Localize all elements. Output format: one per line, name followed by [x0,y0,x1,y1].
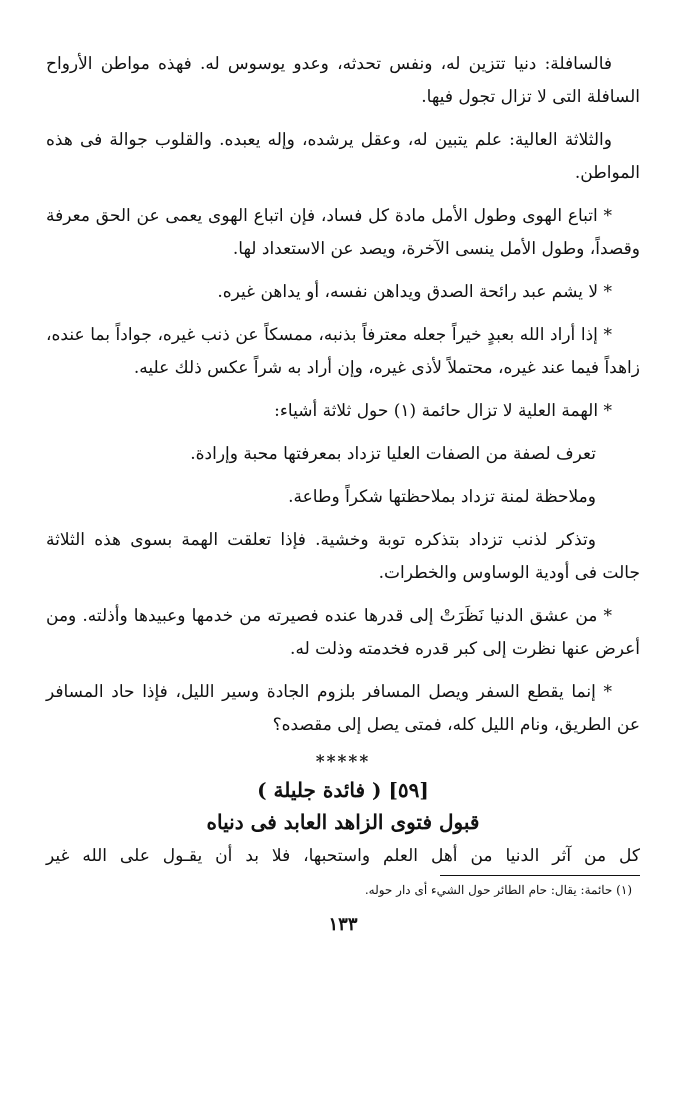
paragraph-upper-three: والثلاثة العالية: علم يتبين له، وعقل يرشده، وإله يعبده. والقلوب جوالة فى هذه المواطن. [46,130,640,183]
section-title-heading: قبول فتوى الزاهد العابد فى دنياه [206,810,480,834]
book-page [46,48,640,935]
paragraph-god-wills-good: * إذا أراد الله بعبدٍ خيراً جعله معترفاً بذنبه، ممسكاً عن ذنب غيره، جواداً بما عنده، زاهداً فيما عند غيره، محتملاً لأذى غيره، وإن أراد به شراً عكس ذلك عليه. [46,325,640,378]
section-number-heading: [٥٩] ( فائدة جليلة ) [257,778,429,802]
paragraph-knowing-attribute: تعرف لصفة من الصفات العليا تزداد بمعرفتها محبة وإرادة. [190,444,596,464]
paragraph-remembering-sin: وتذكر لذنب تزداد بتذكره توبة وخشية. فإذا تعلقت الهمة بسوى هذه الثلاثة جالت فى أودية الوساوس والخطرات. [46,530,640,583]
paragraph-high-aspiration: * الهمة العلية لا تزال حائمة (١) حول ثلاثة أشياء: [274,401,612,421]
paragraph-traveler: * إنما يقطع السفر ويصل المسافر بلزوم الجادة وسير الليل، فإذا حاد المسافر عن الطريق، ونام الليل كله، فمتى يصل إلى مقصده؟ [46,682,640,735]
paragraph-desire-hope: * اتباع الهوى وطول الأمل مادة كل فساد، فإن اتباع الهوى يعمى عن الحق معرفة وقصداً، وطول الأمل ينسى الآخرة، ويصد عن الاستعداد لها. [46,206,640,259]
paragraph-observing-favor: وملاحظة لمنة تزداد بملاحظتها شكراً وطاعة. [288,487,596,507]
paragraph-continued: كل من آثر الدنيا من أهل العلم واستحبها، فلا بد أن يقـول على الله غير [46,846,640,866]
footnote-rule [440,875,640,876]
section-separator: ***** [315,752,371,772]
paragraph-love-of-world: * من عشق الدنيا نَظَرَتْ إلى قدرها عنده فصيرته من خدمها وعبيدها وأذلته. ومن أعرض عنها نظرت إلى كبر قدره فخدمته وذلت له. [46,606,640,659]
paragraph-lower-three: فالسافلة: دنيا تتزين له، ونفس تحدثه، وعدو يوسوس له. فهذه مواطن الأرواح السافلة التى لا تزال تجول فيها. [46,54,640,107]
page-number: ١٣٣ [328,914,358,935]
paragraph-truthfulness: * لا يشم عبد رائحة الصدق ويداهن نفسه، أو يداهن غيره. [217,282,612,302]
footnote: (١) حائمة: يقال: حام الطائر حول الشيء أى دار حوله. [364,883,632,897]
